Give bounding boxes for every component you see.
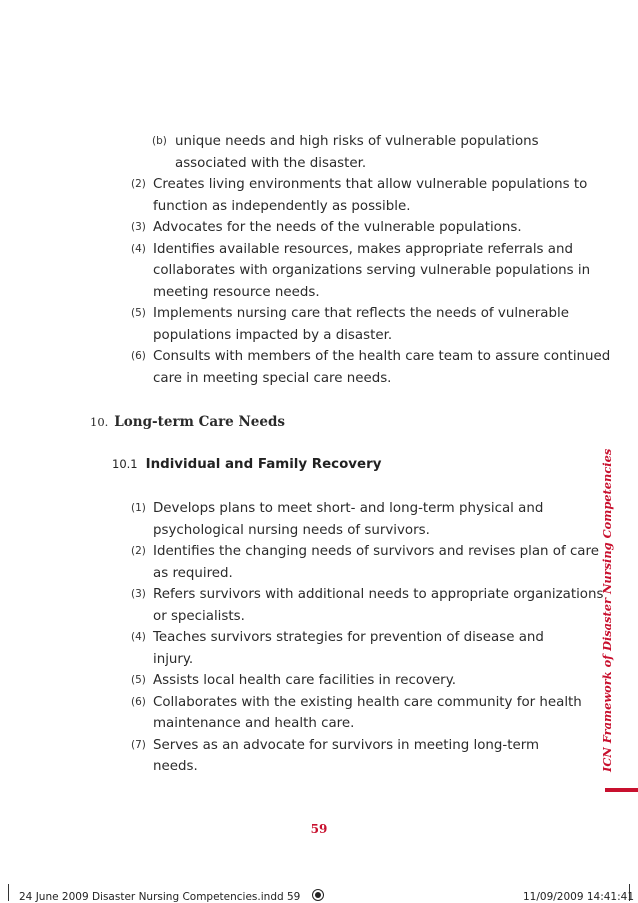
list-item-number: (4): [131, 631, 146, 643]
list-item-number: (1): [131, 502, 146, 514]
list-item-number: (3): [131, 221, 146, 233]
side-running-title: ICN Framework of Disaster Nursing Competencies: [600, 448, 614, 772]
list-item-text: Assists local health care facilities in recovery.: [153, 673, 456, 688]
list-item-text: Develops plans to meet short- and long-term physical and: [153, 501, 544, 516]
list-item-number: (b): [152, 135, 167, 147]
list-item-text: unique needs and high risks of vulnerable populations: [175, 134, 539, 149]
list-item-text: collaborates with organizations serving vulnerable populations in: [153, 263, 591, 278]
list-item-text: populations impacted by a disaster.: [153, 327, 393, 343]
crop-mark-left: [8, 884, 9, 901]
list-item-text: Implements nursing care that reflects the needs of vulnerable: [153, 306, 569, 321]
section-heading: [90, 414, 285, 430]
list-item-number: (2): [131, 178, 146, 190]
list-item-text: Identifies available resources, makes appropriate referrals and: [153, 241, 573, 257]
section-number: 10.: [90, 415, 109, 429]
list-item-text: Identifies the changing needs of survivors and revises plan of care: [153, 544, 599, 559]
list-item-number: (6): [131, 350, 146, 362]
footer-timestamp: 11/09/2009 14:41:41: [522, 891, 634, 903]
registration-mark-icon: [312, 889, 324, 901]
list-item-number: (4): [131, 242, 146, 255]
subsection-title: Individual and Family Recovery: [145, 457, 382, 472]
list-item-text: as required.: [153, 565, 233, 581]
list-item-text: function as independently as possible.: [153, 198, 411, 214]
list-item-text: Collaborates with the existing health care community for health: [153, 694, 582, 710]
footer-file-info: 24 June 2009 Disaster Nursing Competencies.indd 59: [19, 891, 301, 903]
list-item-text: Creates living environments that allow vulnerable populations to: [153, 177, 588, 192]
page-number: 59: [310, 822, 328, 836]
subsection-heading: [112, 457, 381, 472]
list-item-text: associated with the disaster.: [175, 155, 367, 171]
list-item-number: (3): [131, 588, 146, 600]
list-item-number: (2): [131, 545, 146, 557]
list-item-text: Teaches survivors strategies for prevention of disease and: [153, 630, 544, 645]
list-item-text: maintenance and health care.: [153, 716, 355, 731]
list-item-text: psychological nursing needs of survivors.: [153, 522, 430, 538]
list-item-text: Advocates for the needs of the vulnerable populations.: [153, 220, 522, 235]
list-item-number: (5): [131, 674, 146, 686]
list-item-text: injury.: [153, 651, 194, 667]
list-item-text: Refers survivors with additional needs to appropriate organizations: [153, 587, 604, 602]
list-item-text: meeting resource needs.: [153, 284, 320, 300]
list-item-text: Consults with members of the health care team to assure continued: [153, 349, 611, 364]
list-item-text: or specialists.: [153, 608, 245, 624]
side-accent-bar: [605, 788, 638, 792]
subsection-number: 10.1: [112, 457, 138, 471]
list-item-text: needs.: [153, 759, 198, 774]
list-item-number: (6): [131, 695, 146, 708]
list-item-number: (5): [131, 307, 146, 319]
section-title: Long-term Care Needs: [114, 414, 286, 430]
list-item-text: care in meeting special care needs.: [153, 370, 392, 386]
list-item-number: (7): [131, 738, 146, 751]
list-item-text: Serves as an advocate for survivors in meeting long-term: [153, 737, 540, 753]
